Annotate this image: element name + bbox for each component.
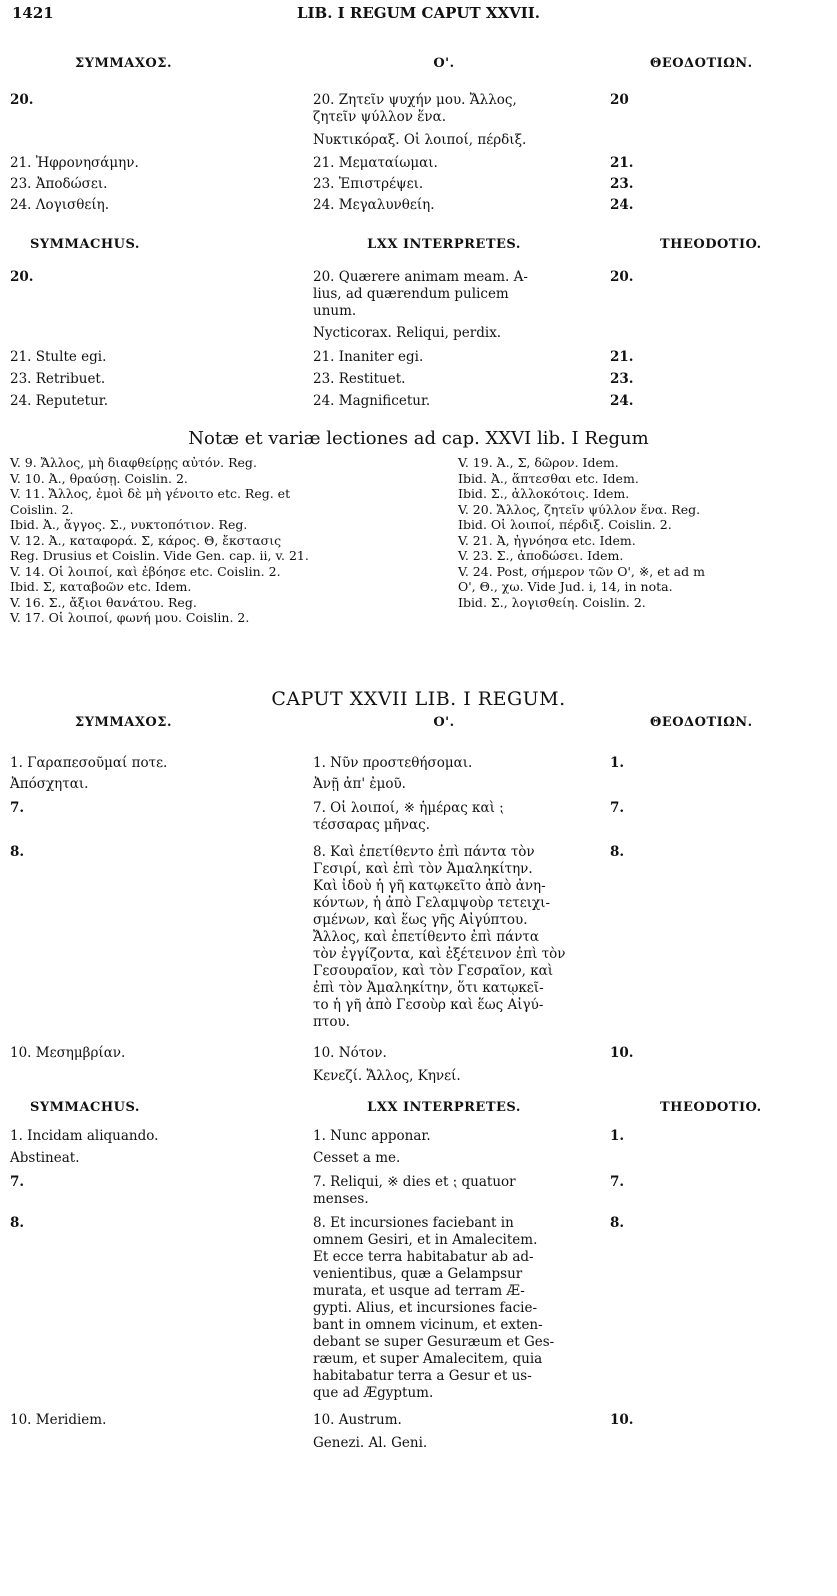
symmachus-entry: 1. Γαραπεσοῦμαί ποτε. [10,755,168,771]
notes-title: Notæ et variæ lectiones ad cap. XXVI lib. I Regum [188,428,649,449]
symmachus-entry: 10. Μεσημβρίαν. [10,1045,126,1061]
text-line: Ἄλλος, καὶ ἐπετίθεντο ἐπὶ πάντα [313,929,539,945]
text-line: ἐπὶ τὸν Ἀμαληκίτην, ὅτι κατῳκεῖ- [313,980,544,996]
text-line: Νυκτικόραξ. Οἱ λοιποί, πέρδιξ. [313,132,527,148]
text-line: lius, ad quærendum pulicem [313,286,509,302]
text-line: τὸν ἐγγίζοντα, καὶ ἐξέτεινον ἐπὶ τὸν [313,946,566,962]
text-line: Γεσιρί, καὶ ἐπὶ τὸν Ἀμαληκίτην. [313,861,533,877]
note-line: Ibid. Σ., λογισθείη. Coislin. 2. [458,594,646,610]
text-line: 10. Austrum. [313,1412,402,1428]
lxx-entry [313,1128,575,1145]
symmachus-entry: 8. [10,1215,25,1231]
text-line: Genezi. Al. Geni. [313,1435,428,1451]
symmachus-entry: 23. Retribuet. [10,371,106,387]
note-line: Ο', Θ., χω. Vide Jud. i, 14, in nota. [458,579,673,594]
theodotion-entry: 24. [610,197,634,213]
text-line: πτου. [313,1014,350,1030]
symmachus-entry: 21. Ἠφρονησάμην. [10,155,139,171]
note-line: V. 11. Ἄλλος, ἐμοὶ δὲ μὴ γένοιτο etc. Reg. et [10,486,291,501]
text-line: ζητεῖν ψύλλον ἕνα. [313,109,447,125]
column-head-symmachus: SYMMACHUS. [30,1100,140,1115]
symmachus-entry: 24. Reputetur. [10,393,109,409]
text-line: 20. Quærere animam meam. A- [313,269,528,285]
text-line: murata, et usque ad terram Æ- [313,1283,525,1299]
lxx-entry [313,371,575,388]
symmachus-entry: 20. [10,269,34,285]
lxx-entry [313,800,575,834]
lxx-entry [313,755,575,772]
theodotion-entry: 21. [610,349,634,365]
lxx-entry [313,1174,575,1208]
theodotion-entry: 8. [610,844,625,860]
note-line: Ibid. Ἀ., ἄγγος. Σ., νυκτοπότιον. Reg. [10,517,248,532]
theodotion-entry: 21. [610,155,634,171]
text-line: omnem Gesiri, et in Amalecitem. [313,1232,538,1248]
text-line: σμένων, καὶ ἕως γῆς Αἰγύπτου. [313,912,528,928]
text-line: gypti. Alius, et incursiones facie- [313,1300,538,1316]
column-head-lxx: LXX INTERPRETES. [367,1100,521,1115]
column-head-theodotion: ΘΕΟΔΟΤΙΩΝ. [650,715,753,730]
lxx-entry [313,325,575,342]
symmachus-entry: 10. Meridiem. [10,1412,107,1428]
note-line: V. 10. Ἀ., θραύσῃ. Coislin. 2. [10,470,188,486]
column-head-symmachus: SYMMACHUS. [30,237,140,252]
text-line: 8. Καὶ ἐπετίθεντο ἐπὶ πάντα τὸν [313,844,535,860]
text-line: debant se super Gesuræum et Ges- [313,1334,555,1350]
text-line: Nycticorax. Reliqui, perdix. [313,325,502,341]
text-line: Κενεζί. Ἄλλος, Κηνεί. [313,1068,461,1084]
symmachus-entry: 8. [10,844,25,860]
theodotion-entry: 24. [610,393,634,409]
text-line: τέσσαρας μῆνας. [313,817,430,833]
symmachus-entry: 24. Λογισθείη. [10,197,110,213]
text-line: 7. Οἱ λοιποί, ※ ἡμέρας καὶ ⁏ [313,800,504,816]
column-head-theodotion: ΘΕΟΔΟΤΙΩΝ. [650,56,753,71]
theodotion-entry: 1. [610,755,625,771]
chapter-title: CAPUT XXVII LIB. I REGUM. [271,688,566,710]
note-line: V. 19. Ἀ., Σ, δῶρον. Idem. [458,455,619,470]
note-line: V. 20. Ἄλλος, ζητεῖν ψύλλον ἕνα. Reg. [458,501,701,517]
note-line: Reg. Drusius et Coislin. Vide Gen. cap. ii, v. 21. [10,548,309,563]
text-line: menses. [313,1191,369,1207]
text-line: unum. [313,303,357,319]
theodotion-entry: 10. [610,1412,634,1428]
symmachus-entry: 7. [10,1174,25,1190]
column-head-theodotion: THEODOTIO. [660,1100,762,1115]
text-line: ræum, et super Amalecitem, quia [313,1351,543,1367]
page-number: 1421 [12,4,54,22]
text-line: 8. Et incursiones faciebant in [313,1215,514,1231]
lxx-entry [313,1215,575,1402]
note-line: Ibid. Σ, καταβοῶν etc. Idem. [10,579,192,594]
text-line: 1. Nunc apponar. [313,1128,431,1144]
note-line: Ibid. Οἱ λοιποί, πέρδιξ. Coislin. 2. [458,517,672,532]
theodotion-entry: 20 [610,92,629,108]
theodotion-entry: 7. [610,800,625,816]
lxx-entry [313,1150,575,1167]
theodotion-entry: 7. [610,1174,625,1190]
text-line: Ἀνῇ ἀπ' ἐμοῦ. [313,776,406,792]
text-line: 20. Ζητεῖν ψυχήν μου. Ἄλλος, [313,92,517,108]
text-line: que ad Ægyptum. [313,1385,434,1401]
symmachus-entry: Abstineat. [10,1150,80,1166]
notes-right [458,455,833,610]
note-line: V. 16. Σ., ἄξιοι θανάτου. Reg. [10,594,197,610]
lxx-entry [313,1045,575,1062]
text-line: 10. Νότον. [313,1045,387,1061]
text-line: Et ecce terra habitabatur ab ad- [313,1249,534,1265]
notes-left [10,455,430,626]
lxx-entry [313,1068,575,1085]
column-head-lxx: Ο'. [433,715,455,730]
text-line: 21. Inaniter egi. [313,349,424,365]
lxx-entry [313,197,575,214]
lxx-entry [313,844,575,1031]
theodotion-entry: 8. [610,1215,625,1231]
text-line: venientibus, quæ a Gelampsur [313,1266,523,1282]
text-line: κόντων, ἡ ἀπὸ Γελαμψοὺρ τετειχι- [313,895,551,911]
note-line: V. 24. Post, σήμερον τῶν Ο', ※, et ad m [458,563,705,579]
text-line: 1. Νῦν προστεθήσομαι. [313,755,473,771]
lxx-entry [313,349,575,366]
text-line: 24. Magnificetur. [313,393,431,409]
text-line: 7. Reliqui, ※ dies et ⁏ quatuor [313,1174,516,1190]
text-line: Cesset a me. [313,1150,401,1166]
column-head-lxx: Ο'. [433,56,455,71]
lxx-entry [313,1412,575,1429]
column-head-symmachus: ΣΥΜΜΑΧΟΣ. [75,56,172,71]
running-head: LIB. I REGUM CAPUT XXVII. [296,4,541,22]
note-line: V. 9. Ἄλλος, μὴ διαφθείρῃς αὐτόν. Reg. [10,455,257,470]
column-head-symmachus: ΣΥΜΜΑΧΟΣ. [75,715,172,730]
lxx-entry [313,176,575,193]
symmachus-entry: 20. [10,92,34,108]
theodotion-entry: 1. [610,1128,625,1144]
text-line: 21. Μεματαίωμαι. [313,155,438,171]
text-line: bant in omnem vicinum, et exten- [313,1317,543,1333]
text-line: habitabatur terra a Gesur et us- [313,1368,532,1384]
lxx-entry [313,92,575,126]
note-line: V. 17. Οἱ λοιποί, φωνή μου. Coislin. 2. [10,610,250,625]
note-line: V. 21. Ἀ, ἠγνόησα etc. Idem. [458,532,636,548]
symmachus-entry: 7. [10,800,25,816]
column-head-lxx: LXX INTERPRETES. [367,237,521,252]
theodotion-entry: 23. [610,371,634,387]
theodotion-entry: 23. [610,176,634,192]
text-line: Καὶ ἰδοὺ ἡ γῆ κατῳκεῖτο ἀπὸ ἀνη- [313,878,546,894]
note-line: Ibid. Σ., ἀλλοκότοις. Idem. [458,486,630,501]
note-line: V. 12. Ἀ., καταφορά. Σ, κάρος. Θ, ἔκστασις [10,532,282,548]
lxx-entry [313,132,575,149]
column-head-theodotion: THEODOTIO. [660,237,762,252]
symmachus-entry: 23. Ἀποδώσει. [10,176,108,192]
text-line: 23. Ἐπιστρέψει. [313,176,424,192]
text-line: 23. Restituet. [313,371,406,387]
text-line: 24. Μεγαλυνθείη. [313,197,435,213]
note-line: Coislin. 2. [10,501,74,517]
lxx-entry [313,269,575,320]
symmachus-entry: 21. Stulte egi. [10,349,107,365]
lxx-entry [313,1435,575,1452]
symmachus-entry: Ἀπόσχηται. [10,776,89,792]
theodotion-entry: 10. [610,1045,634,1061]
symmachus-entry: 1. Incidam aliquando. [10,1128,159,1144]
lxx-entry [313,155,575,172]
text-line: Γεσουραῖον, καὶ τὸν Γεσραῖον, καὶ [313,963,554,979]
note-line: V. 14. Οἱ λοιποί, καὶ ἐβόησε etc. Coislin. 2. [10,563,281,579]
note-line: V. 23. Σ., ἀποδώσει. Idem. [458,548,624,563]
note-line: Ibid. Ἀ., ἅπτεσθαι etc. Idem. [458,470,639,486]
lxx-entry [313,393,575,410]
lxx-entry [313,776,575,793]
text-line: το ἡ γῆ ἀπὸ Γεσοὺρ καὶ ἕως Αἰγύ- [313,997,544,1013]
theodotion-entry: 20. [610,269,634,285]
